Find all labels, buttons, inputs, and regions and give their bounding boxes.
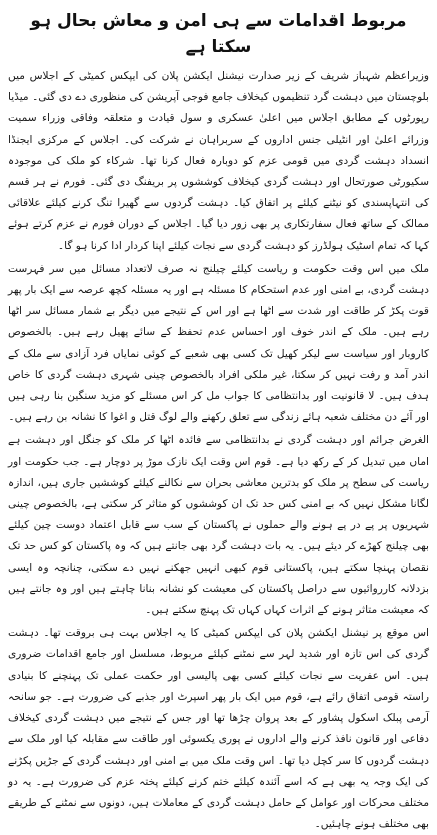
article-paragraph: وزیراعظم شہباز شریف کے زیر صدارت نیشنل ایکشن پلان کی ایپکس کمیٹی کے اجلاس میں بلوچستان میں دہشت گرد تنظیموں کیخلاف جامع فوجی آپریشن کی منظوری دے دی گئی۔ میڈیا رپورٹوں کے مطابق اجلاس میں اعلیٰ عسکری و سول قیادت و متعلقہ وفاقی وزراء سمیت وزرائے اعلیٰ اور انٹیلی جنس اداروں کے سربراہان نے شرکت کی۔ اجلاس کے مرکزی ایجنڈا انسداد دہشت گردی میں قومی عزم کو دوبارہ فعال کرنا تھا۔ شرکاء کو ملک کی موجودہ سکیورٹی صورتحال اور دہشت گردی کیخلاف کوششوں پر بریفنگ دی گئی۔ فورم نے ہر قسم کی انتہاپسندی کو نیٹنے کیلئے پر اتفاق کیا۔ دہشت گردوں سے گھیرا تنگ کرنے کیلئے علاقائی ممالک کے ساتھ فعال سفارتکاری پر بھی زور دیا گیا۔ اجلاس کے دوران فورم نے عزم کرتے ہوئے کہا کہ تمام اسٹیک ہولڈرز کو دہشت گردی سے نجات کیلئے اپنا کردار ادا کرنا ہو گا۔ bbox=[8, 70, 429, 252]
article-paragraph: الغرض جرائم اور دہشت گردی نے بدانتظامی سے فائدہ اٹھا کر ملک کو جنگل اور دہشت ہے اماں میں تبدیل کر کے رکھ دیا ہے۔ قوم اس وقت ایک نازک موڑ پر دوچار ہے۔ جب حکومت اور ریاست کی سطح پر ملک کو بدترین معاشی بحران سے نکالنے کیلئے کوششیں جاری ہیں، اندازہ لگانا مشکل نہیں کہ بے امنی کس حد تک ان کوششوں کو متاثر کر سکتی ہے، بالخصوص چینی شہریوں پر پے در پے ہونے والے حملوں نے پاکستان کے سب سے قابل اعتماد دوست چین کیلئے بھی چیلنج کھڑے کر دیئے ہیں۔ یہ بات دہشت گرد بھی جانتے ہیں کہ وہ پاکستان کو کس حد تک نقصان پہنچا سکتے ہیں، پاکستانی قوم کبھی انہیں جھکنے نہیں دے سکتی، چنانچہ وہ ایسی بزدلانہ کارروائیوں سے دراصل پاکستان کی معیشت کو نشانہ بنانا چاہتے ہیں اور وہ جانتے ہیں کہ معیشت متاثر ہونے کے اثرات کہاں کہاں تک پہنچ سکتے ہیں۔ bbox=[8, 434, 429, 617]
article-headline: مربوط اقدامات سے ہی امن و معاش بحال ہو سکتا ہے bbox=[30, 11, 407, 57]
article-paragraph: ملک میں اس وقت حکومت و ریاست کیلئے چیلنج نہ صرف لاتعداد مسائل میں سر فہرست دہشت گردی، بے امنی اور عدم استحکام کا مسئلہ ہے اور یہ مسئلہ کچھ عرصہ سے ایک بار پھر قوت پکڑ کر طاقت اور شدت سے اٹھا ہے اور اس کے نتیجے میں دیگر بے شمار مسائل سر اٹھا رہے ہیں۔ ملک کے اندر خوف اور احساس عدم تحفظ کے سائے پھیل رہے ہیں۔ بالخصوص کاروبار اور سیاست سے لیکر کھیل تک کسی بھی شعبے کے کوئی نمایاں فرد آزادی سے ملک کے اندر آمد و رفت نہیں کر سکتا، غیر ملکی افراد بالخصوص چینی شہری دہشت گردی کا خاص ہدف ہیں۔ لا قانونیت اور بدانتظامی کا جواب مل کر اس مسئلے کو مزید سنگین بنا رہی ہیں اور آئے دن مختلف شعبہ ہائے زندگی سے تعلق رکھنے والے لوگ قتل و اغوا کا نشانہ بن رہے ہیں۔ bbox=[8, 262, 429, 424]
article-paragraph: اس موقع پر نیشنل ایکشن پلان کی ایپکس کمیٹی کا یہ اجلاس بہت ہی بروقت تھا۔ دہشت گردی کی اس تازہ اور شدید لہر سے نمٹنے کیلئے مربوط، مسلسل اور جامع اقدامات ضروری ہیں۔ اس عفریت سے نجات کیلئے کسی بھی پالیسی اور حکمت عملی تک پہنچنے کا بنیادی راستہ قومی اتفاق رائے ہے، قوم میں ایک بار پھر اسپرٹ اور جذبے کی ضرورت ہے۔ جو سانحہ آرمی پبلک اسکول پشاور کے بعد پروان چڑھا تھا اور جس کے نتیجے میں دہشت گردی کیخلاف دفاعی اور قانون نافذ کرنے والے اداروں نے پوری یکسوئی اور طاقت سے مقابلہ کیا اور ملک سے دہشت گردوں کا سر کچل دیا تھا۔ اس وقت ملک میں بے امنی اور دہشت گردی کے جڑیں پکڑنے کی ایک وجہ یہ بھی ہے کہ اسے آئندہ کیلئے ختم کرنے کیلئے پختہ عزم کی ضرورت ہے۔ یہ دو مختلف محرکات اور عوامل کے حامل دہشت گردی کے معاملات ہیں، دونوں سے نمٹنے کے طریقے بھی مختلف ہونے چاہئیں۔ bbox=[8, 627, 429, 831]
